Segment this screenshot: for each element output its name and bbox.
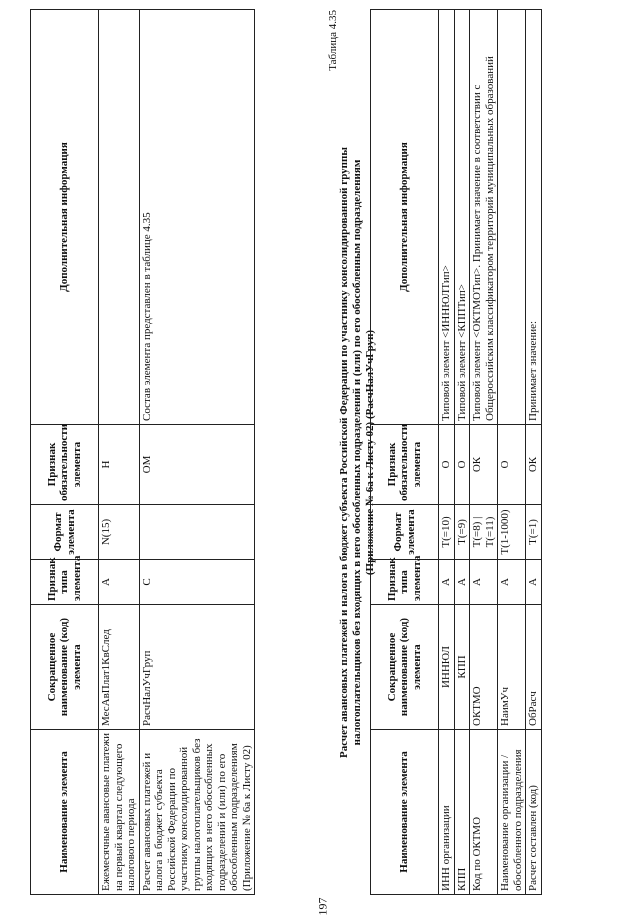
table-cell: НаимУч <box>498 605 526 730</box>
table-cell: Типовой элемент <КППТип> <box>454 10 470 425</box>
table-cell: А <box>470 560 498 605</box>
table-cell: Типовой элемент <ИННЮЛТип> <box>439 10 455 425</box>
table-row <box>139 10 255 895</box>
header-cell: Признак обязательности элемента <box>31 425 99 505</box>
header-cell: Дополнительная информация <box>31 10 99 425</box>
table-cell: ОК <box>470 425 498 505</box>
header-cell: Наименование элемента <box>31 730 99 895</box>
table-title-line: налогоплательщиков без входящих в него обособленных подразделений и (или) по его обособленным подразделениям <box>351 159 363 746</box>
table-cell: Типовой элемент <ОКТМОТип>. Принимает значение в соответствии с Общероссийским классификатором территорий муниципальных образований <box>470 10 498 425</box>
table-cell: Принимает значение: <box>526 10 542 425</box>
table-cell: О <box>454 425 470 505</box>
table-cell: КПП <box>454 730 470 895</box>
table-header-row <box>31 10 99 895</box>
table-cell <box>139 505 255 560</box>
table-cell: МесАвПлат1КвСлед <box>99 605 140 730</box>
table-row <box>99 10 140 895</box>
table-cell: А <box>498 560 526 605</box>
table-caption: Таблица 4.35 <box>327 10 339 71</box>
header-cell: Сокращенное наименование (код) элемента <box>371 605 439 730</box>
table-cell: Т(=8) | Т(=11) <box>470 505 498 560</box>
header-cell: Сокращенное наименование (код) элемента <box>31 605 99 730</box>
table-cell: Расчет авансовых платежей и налога в бюджет субъекта Российской Федерации по участнику консолидированной группы налогоплательщиков без входящих в него обособленных подразделений и (или) по его обособленным подразделениям (Приложение № 6а к Листу 02) <box>139 730 255 895</box>
table-cell: Н <box>99 425 140 505</box>
table-cell <box>99 10 140 425</box>
table-cell: А <box>454 560 470 605</box>
table-cell: А <box>439 560 455 605</box>
table-cell: Состав элемента представлен в таблице 4.35 <box>139 10 255 425</box>
table-cell: ОКТМО <box>470 605 498 730</box>
table-cell: N(15) <box>99 505 140 560</box>
table-cell: Т(=1) <box>526 505 542 560</box>
table-cell: РасчНалУчГруп <box>139 605 255 730</box>
table-cell: А <box>526 560 542 605</box>
header-cell: Наименование элемента <box>371 730 439 895</box>
table-cell: ИННЮЛ <box>439 605 455 730</box>
table-cell: Ежемесячные авансовые платежи на первый квартал следующего налогового периода <box>99 730 140 895</box>
header-cell: Дополнительная информация <box>371 10 439 425</box>
header-cell: Формат элемента <box>31 505 99 560</box>
table-cell: КПП <box>454 605 470 730</box>
table-cell: Код по ОКТМО <box>470 730 498 895</box>
table-header-row <box>371 10 439 895</box>
table-row <box>439 10 455 895</box>
header-cell: Формат элемента <box>371 505 439 560</box>
table-row <box>498 10 526 895</box>
table-row <box>526 10 542 895</box>
table-cell: С <box>139 560 255 605</box>
elements-table-continued <box>30 9 255 895</box>
table-title-line: Расчет авансовых платежей и налога в бюджет субъекта Российской Федерации по участнику консолидированной группы <box>338 147 350 758</box>
table-cell: ОМ <box>139 425 255 505</box>
table-cell: Расчет составлен (код) <box>526 730 542 895</box>
table-cell: Т(=10) <box>439 505 455 560</box>
table-row <box>470 10 498 895</box>
table-cell: А <box>99 560 140 605</box>
table-cell <box>498 10 526 425</box>
table-cell: О <box>498 425 526 505</box>
table-cell: Т(=9) <box>454 505 470 560</box>
table-title-line: (Приложение № 6а к Листу 02) (РасчНалУчГруп) <box>364 329 376 576</box>
table-cell: Т(1-1000) <box>498 505 526 560</box>
table-row <box>454 10 470 895</box>
header-cell: Признак типа элемента <box>31 560 99 605</box>
table-cell: ОбРасч <box>526 605 542 730</box>
table-cell: ИНН организации <box>439 730 455 895</box>
table-cell: ОК <box>526 425 542 505</box>
table-cell: Наименование организации / обособленного подразделения <box>498 730 526 895</box>
page-number: 197 <box>315 897 330 916</box>
header-cell: Признак обязательности элемента <box>371 425 439 505</box>
header-cell: Признак типа элемента <box>371 560 439 605</box>
elements-table <box>370 9 542 895</box>
table-cell: О <box>439 425 455 505</box>
